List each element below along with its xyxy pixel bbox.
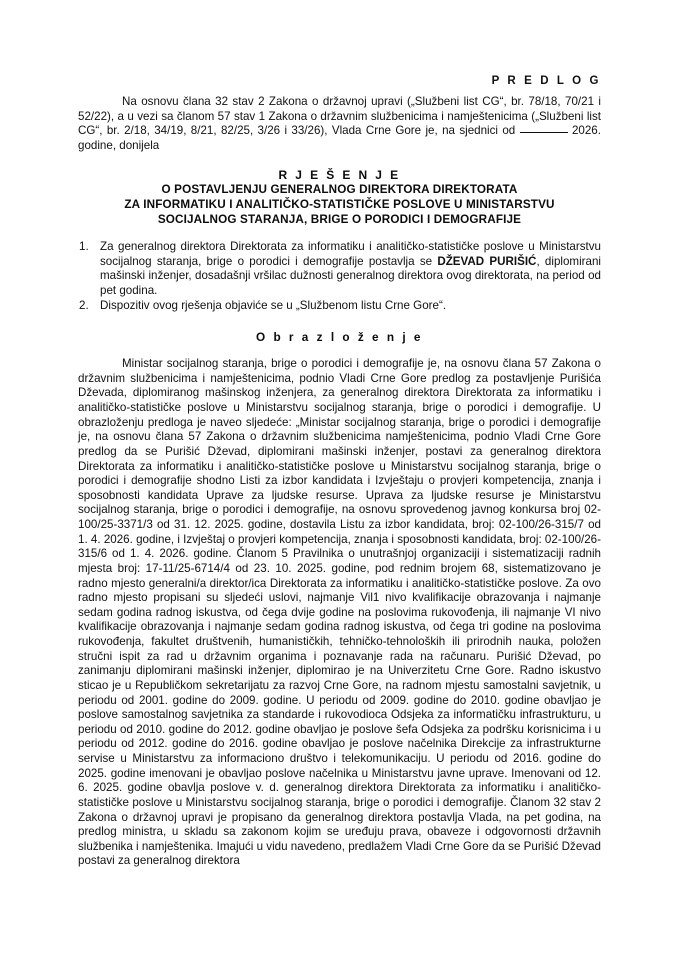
list-item bbox=[78, 240, 601, 298]
fill-in-blank bbox=[520, 132, 568, 133]
decision-items-list bbox=[78, 240, 601, 313]
page-subtitle-line-3: SOCIJALNOG STARANJA, BRIGE O PORODICI I DEMOGRAFIJE bbox=[157, 212, 522, 226]
document-title-block bbox=[78, 167, 601, 227]
page-title: R J E Š E N J E bbox=[278, 168, 401, 183]
page-subtitle-line-1: O POSTAVLJENJU GENERALNOG DIREKTORA DIREKTORATA bbox=[161, 183, 518, 197]
page-subtitle-line-2: ZA INFORMATIKU I ANALITIČKO-STATISTIČKE POSLOVE U MINISTARSTVU bbox=[124, 197, 555, 211]
explanation-body-paragraph: Ministar socijalnog staranja, brige o porodici i demografije je, na osnovu člana 57 Zakona o državnim službenicima i namještenicima, podnio Vladi Crne Gore predlog za postavljenje Purišića Dževada, diplomiranog mašinskog inženjera, za generalnog direktora Direktorata za informatiku i analitičko-statističke poslove u Ministarstvu socijalnog staranja, brige o porodici i demografije. U obrazloženju predloga je naveo sljedeće: „Ministar socijalnog staranja, brige o porodici i demografije je, na osnovu člana 57 Zakona o državnim službenicima namještenicima, podnio Vladi Crne Gore predlog da se Purišić Dževad, diplomirani mašinski inženjer, postavi za generalnog direktora Direktorata za informatiku i analitičko-statističke poslove u Ministarstvu socijalnog staranja, brige o porodici i demografije shodno Listi za izbor kandidata i Izvještaju o provjeri kompetencija, znanja i sposobnosti kandidata Uprave za ljudske resurse. Uprava za ljudske resurse je Ministarstvu socijalnog staranja, brige o porodici i demografije, na osnovu sprovedenog javnog konkursa broj 02-100/25-3371/3 od 31. 12. 2025. godine, dostavila Listu za izbor kandidata, broj: 02-100/26-315/7 od 1. 4. 2026. godine, i Izvještaj o provjeri kompetencija, znanja i sposobnosti kandidata, broj: 02-100/26-315/6 od 1. 4. 2026. godine. Članom 5 Pravilnika o unutrašnjoj organizaciji i sistematizaciji radnih mjesta broj: 17-11/25-6714/4 od 23. 10. 2025. godine, pod rednim brojem 68, sistematizovano je radno mjesto generalni/a direktor/ica Direktorata za informatiku i analitičko-statističke poslove. Za ovo radno mjesto propisani su sljedeći uslovi, najmanje Vil1 nivo kvalifikacije obrazovanja i najmanje sedam godina radnog iskustva, od čega dvije godine na poslovima rukovođenja, ili najmanje VI nivo kvalifikacije obrazovanja i najmanje sedam godina radnog iskustva, od čega tri godine na poslovima rukovođenja, fakultet društvenih, humanističkih, tehničko-tehnoloških ili prirodnih nauka, položen stručni ispit za rad u državnim organima i poznavanje rada na računaru. Purišić Dževad, po zanimanju diplomirani mašinski inženjer, diplomirao je na Univerzitetu Crne Gore. Radno iskustvo sticao je u Republičkom sekretarijatu za razvoj Crne Gore, na radnom mjestu samostalni savjetnik, u periodu od 2001. godine do 2009. godine. U periodu od 2009. godine do 2010. godine obavljao je poslove samostalnog savjetnika za standarde i rukovodioca Odsjeka za informatičku infrastrukturu, u periodu od 2010. godine do 2012. godine obavljao je poslove šefa Odsjeka za podršku korisnicima i u periodu od 2012. godine do 2016. godine obavljao je poslove načelnika Direkcije za infrastrukturne servise u Ministarstvu za informaciono društvo i telekomunikaciju. U periodu od 2016. godine do 2025. godine imenovani je obavljao poslove načelnika u Ministarstvu javne uprave. Imenovani od 12. 6. 2025. godine obavlja poslove v. d. generalnog direktora Direktorata za informatiku i analitičko-statističke poslove u Ministarstvu socijalnog staranja, brige o porodici i demografije. Članom 32 stav 2 Zakona o državnoj upravi je propisano da generalnog direktora postavlja Vlada, na pet godina, na predlog ministra, u skladu sa zakonom kojim se uređuju prava, obaveze i odgovornosti državnih službenika i namještenika. Imajući u vidu navedeno, predlažem Vladi Crne Gore da se Purišić Dževad postavi za generalnog direktora bbox=[78, 357, 601, 868]
document-content bbox=[78, 0, 601, 881]
section-heading-explanation: O b r a z l o ž e n j e bbox=[256, 330, 423, 345]
list-item-text-part-a: Za generalnog direktora Direktorata za informatiku i analitičko-statističke poslove u Ministarstvu socijalnog staranja, brige o porodici i demografije postavlja se bbox=[100, 240, 601, 268]
list-item-text-part-a: Dispozitiv ovog rješenja objaviće se u „Službenom listu Crne Gore“. bbox=[100, 298, 447, 312]
legal-basis-text-before-blank: Na osnovu člana 32 stav 2 Zakona o državnoj upravi („Službeni list CG“, br. 78/18, 70/21 i 52/22), a u vezi sa članom 57 stav 1 Zakona o državnim službenicima i namještenicima („Službeni list CG“, br. 2/18, 34/19, 8/21, 82/25, 3/26 i 33/26), Vlada Crne Gore je, na sjednici od bbox=[78, 95, 601, 138]
list-item-text-part-b: , diplomirani mašinski inženjer, dosadašnji vršilac dužnosti generalnog direktora ovog direktorata, na period od pet godina. bbox=[100, 254, 601, 297]
list-item bbox=[78, 299, 601, 314]
legal-basis-paragraph bbox=[78, 95, 601, 153]
predlog-label: P R E D L O G bbox=[491, 75, 601, 87]
legal-basis-text-after-blank: 2026. godine, donijela bbox=[78, 124, 601, 152]
appointee-name: DŽEVAD PURIŠIĆ bbox=[437, 254, 537, 268]
